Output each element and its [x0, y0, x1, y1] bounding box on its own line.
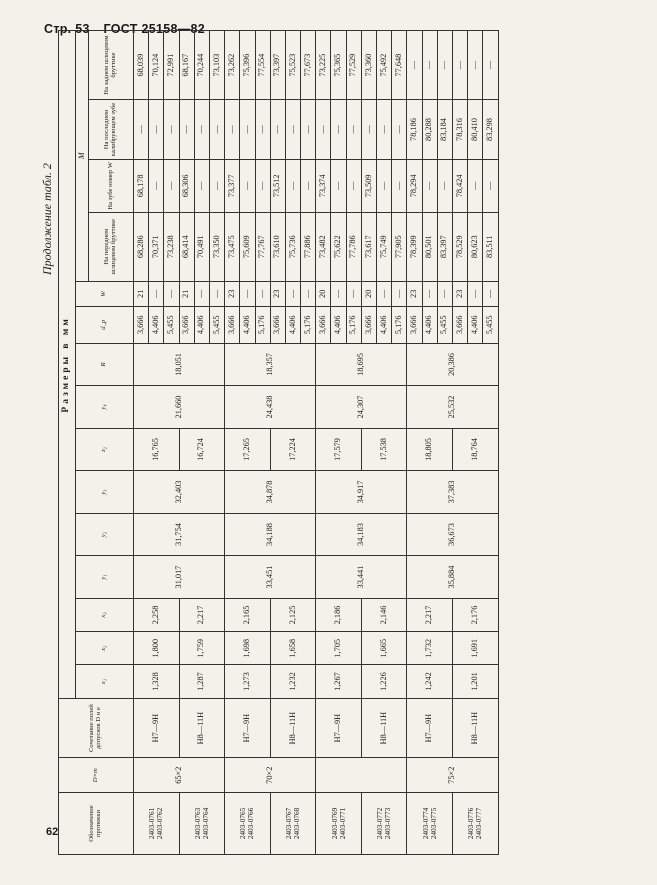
m-last-cell: — — [316, 100, 331, 160]
w-cell: — — [392, 281, 407, 306]
m-rear-cell: 73,262 — [225, 31, 240, 100]
designation-line: 2403-0766 — [246, 807, 256, 840]
r-cell: 18,051 — [134, 343, 225, 386]
m-tooth-cell: — — [483, 159, 498, 212]
m-tooth-cell: — — [255, 159, 270, 212]
y4-cell: 24,307 — [316, 386, 407, 429]
fields-cell: H8—11H — [270, 698, 316, 758]
m-front-cell: 75,749 — [377, 212, 392, 281]
w-cell: 23 — [452, 281, 467, 306]
m-tooth-cell: — — [422, 159, 437, 212]
w-cell: 23 — [407, 281, 422, 306]
m-last-cell: — — [346, 100, 361, 160]
dp-cell: 3,666 — [270, 306, 285, 343]
x2-cell: 1,705 — [316, 632, 362, 665]
table-row — [179, 31, 194, 855]
designation-cell — [134, 792, 180, 854]
m-front-cell: 73,482 — [316, 212, 331, 281]
col-x2: x₂ — [76, 632, 134, 665]
m-front-cell: 70,491 — [194, 212, 209, 281]
m-tooth-cell: 73,377 — [225, 159, 240, 212]
m-rear-cell: 77,554 — [255, 31, 270, 100]
designation-line: 2403-0762 — [155, 807, 165, 840]
designation-line: 2403-0774 — [420, 807, 430, 840]
y2-cell: 31,754 — [134, 513, 225, 556]
m-tooth-cell: — — [468, 159, 483, 212]
w-cell: 21 — [179, 281, 194, 306]
fields-cell: H7—9H — [407, 698, 453, 758]
col-z2: z₂ — [76, 428, 134, 471]
col-y4: y₄ — [76, 386, 134, 429]
m-tooth-cell: — — [377, 159, 392, 212]
designation-line: 2403-0769 — [329, 807, 339, 840]
designation-line: 2403-0772 — [375, 807, 385, 840]
m-tooth-cell: — — [437, 159, 452, 212]
m-rear-cell: 75,365 — [331, 31, 346, 100]
fields-cell: H7—9H — [134, 698, 180, 758]
m-rear-cell: 77,529 — [346, 31, 361, 100]
dp-cell: 5,176 — [346, 306, 361, 343]
col-fields: Сочетание полей допусков D и e — [59, 698, 134, 758]
m-tooth-cell: 73,512 — [270, 159, 285, 212]
y2-cell: 36,673 — [407, 513, 498, 556]
z2-cell: 17,265 — [225, 428, 271, 471]
dp-cell: 5,455 — [164, 306, 179, 343]
y3-cell: 34,917 — [316, 471, 407, 514]
m-front-cell: 77,767 — [255, 212, 270, 281]
col-r: R — [76, 343, 134, 386]
w-cell: — — [346, 281, 361, 306]
w-cell: — — [194, 281, 209, 306]
table-body — [134, 31, 499, 855]
m-front-cell: 77,886 — [301, 212, 316, 281]
m-last-cell: — — [392, 100, 407, 160]
m-front-cell: 73,610 — [270, 212, 285, 281]
dp-cell: 4,406 — [377, 306, 392, 343]
m-front-cell: 68,286 — [134, 212, 149, 281]
m-rear-cell: 72,991 — [164, 31, 179, 100]
x3-cell: 2,146 — [361, 598, 407, 631]
m-last-cell: — — [331, 100, 346, 160]
r-cell: 18,695 — [316, 343, 407, 386]
x1-cell: 1,273 — [225, 665, 271, 698]
designation-line: 2403-0771 — [337, 807, 347, 840]
m-front-cell: 73,350 — [209, 212, 224, 281]
m-last-cell: 78,186 — [407, 100, 422, 160]
m-front-cell: 73,617 — [361, 212, 376, 281]
x1-cell: 1,201 — [452, 665, 498, 698]
m-tooth-cell: 68,178 — [134, 159, 149, 212]
y4-cell: 21,660 — [134, 386, 225, 429]
m-tooth-cell: — — [331, 159, 346, 212]
m-rear-cell: 75,492 — [377, 31, 392, 100]
m-last-cell: — — [240, 100, 255, 160]
col-y2: y₂ — [76, 513, 134, 556]
m-last-cell: — — [270, 100, 285, 160]
col-y1: y₁ — [76, 556, 134, 599]
designation-line: 2403-0773 — [383, 807, 393, 840]
w-cell: — — [285, 281, 300, 306]
x2-cell: 1,691 — [452, 632, 498, 665]
m-tooth-cell: — — [301, 159, 316, 212]
m-tooth-cell: 73,509 — [361, 159, 376, 212]
table-row — [407, 31, 422, 855]
m-last-cell: — — [301, 100, 316, 160]
m-front-cell: 80,623 — [468, 212, 483, 281]
dp-cell: 4,406 — [468, 306, 483, 343]
fields-cell: H8—11H — [361, 698, 407, 758]
w-cell: — — [483, 281, 498, 306]
x3-cell: 2,186 — [316, 598, 362, 631]
x2-cell: 1,759 — [179, 632, 225, 665]
m-last-cell: 83,184 — [437, 100, 452, 160]
x3-cell: 2,258 — [134, 598, 180, 631]
designation-line: 2403-0763 — [192, 807, 202, 840]
fields-cell: H7—9H — [225, 698, 271, 758]
m-rear-cell: — — [407, 31, 422, 100]
w-cell: — — [255, 281, 270, 306]
z2-cell: 17,579 — [316, 428, 362, 471]
y1-cell: 35,884 — [407, 556, 498, 599]
designation-cell — [270, 792, 316, 854]
table-row — [316, 31, 331, 855]
m-tooth-cell: — — [392, 159, 407, 212]
w-cell: — — [149, 281, 164, 306]
dxm-cell: 65×2 — [134, 758, 225, 792]
y3-cell: 32,403 — [134, 471, 225, 514]
col-m: M — [76, 31, 89, 282]
m-front-cell: 78,529 — [452, 212, 467, 281]
m-rear-cell: 70,244 — [194, 31, 209, 100]
standard-code: ГОСТ 25158—82 — [103, 22, 206, 36]
designation-line: 2403-0764 — [200, 807, 210, 840]
x1-cell: 1,287 — [179, 665, 225, 698]
m-last-cell: — — [255, 100, 270, 160]
dxm-cell: 70×2 — [225, 758, 316, 792]
m-last-cell: 83,298 — [483, 100, 498, 160]
x3-cell: 2,165 — [225, 598, 271, 631]
col-m-tooth: На зубе номер W — [89, 159, 134, 212]
m-rear-cell: 73,103 — [209, 31, 224, 100]
m-last-cell: 80,288 — [422, 100, 437, 160]
z2-cell: 18,805 — [407, 428, 453, 471]
dp-cell: 4,406 — [149, 306, 164, 343]
dp-cell: 3,666 — [407, 306, 422, 343]
designation-line: 2403-0768 — [291, 807, 301, 840]
m-rear-cell: 73,225 — [316, 31, 331, 100]
m-tooth-cell: 78,294 — [407, 159, 422, 212]
m-last-cell: — — [164, 100, 179, 160]
w-cell: — — [331, 281, 346, 306]
m-front-cell: 77,786 — [346, 212, 361, 281]
m-rear-cell: — — [468, 31, 483, 100]
dp-cell: 3,666 — [361, 306, 376, 343]
dp-cell: 5,176 — [301, 306, 316, 343]
dp-cell: 5,455 — [483, 306, 498, 343]
dxm-cell: 75×2 — [407, 758, 498, 792]
col-m-last: На последнем калибрующем зубе — [89, 100, 134, 160]
dp-cell: 3,666 — [179, 306, 194, 343]
m-last-cell: — — [225, 100, 240, 160]
designation-cell — [179, 792, 225, 854]
r-cell: 20,386 — [407, 343, 498, 386]
table-row — [134, 31, 149, 855]
x1-cell: 1,328 — [134, 665, 180, 698]
designation-cell — [361, 792, 407, 854]
z2-cell: 17,224 — [270, 428, 316, 471]
dp-cell: 4,406 — [331, 306, 346, 343]
dp-cell: 3,666 — [316, 306, 331, 343]
m-last-cell: — — [361, 100, 376, 160]
w-cell: 23 — [225, 281, 240, 306]
m-tooth-cell: 73,374 — [316, 159, 331, 212]
dp-cell: 4,406 — [194, 306, 209, 343]
m-front-cell: 83,397 — [437, 212, 452, 281]
table-row — [452, 31, 467, 855]
dimensions-table — [58, 30, 499, 855]
x2-cell: 1,658 — [270, 632, 316, 665]
m-front-cell: 73,238 — [164, 212, 179, 281]
col-m-rear: На заднем шлицевом бруттике — [89, 31, 134, 100]
y1-cell: 33,441 — [316, 556, 407, 599]
w-cell: — — [468, 281, 483, 306]
m-tooth-cell: — — [285, 159, 300, 212]
x3-cell: 2,176 — [452, 598, 498, 631]
col-x1: x₁ — [76, 665, 134, 698]
dp-cell: 5,176 — [392, 306, 407, 343]
m-tooth-cell: — — [240, 159, 255, 212]
w-cell: 21 — [134, 281, 149, 306]
m-front-cell: 68,414 — [179, 212, 194, 281]
x2-cell: 1,732 — [407, 632, 453, 665]
col-designation: Обозначение протяжки — [59, 792, 134, 854]
m-front-cell: 70,371 — [149, 212, 164, 281]
w-cell: — — [164, 281, 179, 306]
x2-cell: 1,698 — [225, 632, 271, 665]
dp-cell: 5,455 — [437, 306, 452, 343]
m-front-cell: 83,511 — [483, 212, 498, 281]
table-title: Размеры в мм — [59, 31, 76, 699]
m-last-cell: — — [285, 100, 300, 160]
m-tooth-cell: — — [209, 159, 224, 212]
dp-cell: 5,455 — [209, 306, 224, 343]
m-tooth-cell: 68,306 — [179, 159, 194, 212]
designation-line: 2403-0776 — [466, 807, 476, 840]
w-cell: — — [437, 281, 452, 306]
m-front-cell: 80,501 — [422, 212, 437, 281]
dp-cell: 3,666 — [225, 306, 240, 343]
m-rear-cell: — — [452, 31, 467, 100]
m-rear-cell: 73,360 — [361, 31, 376, 100]
designation-cell — [225, 792, 271, 854]
dxm-cell — [316, 758, 407, 792]
w-cell: 20 — [361, 281, 376, 306]
dp-cell: 3,666 — [452, 306, 467, 343]
col-x3: x₃ — [76, 598, 134, 631]
x1-cell: 1,226 — [361, 665, 407, 698]
fields-cell: H7—9H — [316, 698, 362, 758]
m-front-cell: 73,475 — [225, 212, 240, 281]
x3-cell: 2,217 — [407, 598, 453, 631]
designation-cell — [316, 792, 362, 854]
y4-cell: 25,532 — [407, 386, 498, 429]
y1-cell: 31,017 — [134, 556, 225, 599]
y2-cell: 34,188 — [225, 513, 316, 556]
designation-line: 2403-0765 — [238, 807, 248, 840]
col-dp: d_p — [76, 306, 134, 343]
fields-cell: H8—11H — [452, 698, 498, 758]
x2-cell: 1,800 — [134, 632, 180, 665]
designation-line: 2403-0777 — [474, 807, 484, 840]
fields-cell: H8—11H — [179, 698, 225, 758]
w-cell: — — [209, 281, 224, 306]
z2-cell: 17,538 — [361, 428, 407, 471]
col-m-front: На переднем шлицевом бруттике — [89, 212, 134, 281]
designation-line: 2403-0761 — [147, 807, 157, 840]
m-front-cell: 75,622 — [331, 212, 346, 281]
m-front-cell: 77,905 — [392, 212, 407, 281]
dp-cell: 4,406 — [240, 306, 255, 343]
z2-cell: 16,724 — [179, 428, 225, 471]
x1-cell: 1,242 — [407, 665, 453, 698]
w-cell: — — [301, 281, 316, 306]
y3-cell: 34,878 — [225, 471, 316, 514]
table-row — [361, 31, 376, 855]
y4-cell: 24,438 — [225, 386, 316, 429]
m-last-cell: 78,316 — [452, 100, 467, 160]
m-last-cell: — — [194, 100, 209, 160]
designation-line: 2403-0775 — [428, 807, 438, 840]
m-rear-cell: — — [437, 31, 452, 100]
m-rear-cell: 70,124 — [149, 31, 164, 100]
m-tooth-cell: — — [346, 159, 361, 212]
z2-cell: 18,764 — [452, 428, 498, 471]
continuation-label: Продолжение табл. 2 — [40, 163, 54, 275]
m-tooth-cell: — — [194, 159, 209, 212]
col-dxm: D×m — [59, 758, 134, 792]
m-rear-cell: — — [483, 31, 498, 100]
designation-cell — [407, 792, 453, 854]
m-rear-cell: 68,039 — [134, 31, 149, 100]
designation-line: 2403-0767 — [283, 807, 293, 840]
w-cell: — — [240, 281, 255, 306]
table-row — [225, 31, 240, 855]
m-last-cell: — — [209, 100, 224, 160]
w-cell: 20 — [316, 281, 331, 306]
page-mark: 62 — [46, 826, 59, 838]
m-front-cell: 78,399 — [407, 212, 422, 281]
dp-cell: 5,176 — [255, 306, 270, 343]
page-number: Стр. 53 — [44, 22, 90, 36]
m-last-cell: — — [134, 100, 149, 160]
z2-cell: 16,765 — [134, 428, 180, 471]
m-front-cell: 75,609 — [240, 212, 255, 281]
x3-cell: 2,125 — [270, 598, 316, 631]
m-rear-cell: 75,523 — [285, 31, 300, 100]
m-last-cell: — — [149, 100, 164, 160]
m-tooth-cell: 78,424 — [452, 159, 467, 212]
dp-cell: 4,406 — [285, 306, 300, 343]
w-cell: — — [377, 281, 392, 306]
designation-cell — [452, 792, 498, 854]
m-tooth-cell: — — [149, 159, 164, 212]
m-rear-cell: 75,396 — [240, 31, 255, 100]
m-rear-cell: 73,397 — [270, 31, 285, 100]
w-cell: 23 — [270, 281, 285, 306]
x3-cell: 2,217 — [179, 598, 225, 631]
m-rear-cell: 77,648 — [392, 31, 407, 100]
w-cell: — — [422, 281, 437, 306]
m-rear-cell: — — [422, 31, 437, 100]
dp-cell: 3,666 — [134, 306, 149, 343]
m-rear-cell: 68,167 — [179, 31, 194, 100]
col-w: W — [76, 281, 134, 306]
rotated-table-area — [40, 30, 620, 855]
m-front-cell: 75,736 — [285, 212, 300, 281]
y3-cell: 37,383 — [407, 471, 498, 514]
m-last-cell: — — [377, 100, 392, 160]
dp-cell: 4,406 — [422, 306, 437, 343]
m-rear-cell: 77,673 — [301, 31, 316, 100]
x1-cell: 1,232 — [270, 665, 316, 698]
col-y3: y₃ — [76, 471, 134, 514]
r-cell: 18,357 — [225, 343, 316, 386]
y1-cell: 33,451 — [225, 556, 316, 599]
m-tooth-cell: — — [164, 159, 179, 212]
x2-cell: 1,665 — [361, 632, 407, 665]
m-last-cell: — — [179, 100, 194, 160]
table-row — [270, 31, 285, 855]
m-last-cell: 80,410 — [468, 100, 483, 160]
y2-cell: 34,183 — [316, 513, 407, 556]
x1-cell: 1,267 — [316, 665, 362, 698]
